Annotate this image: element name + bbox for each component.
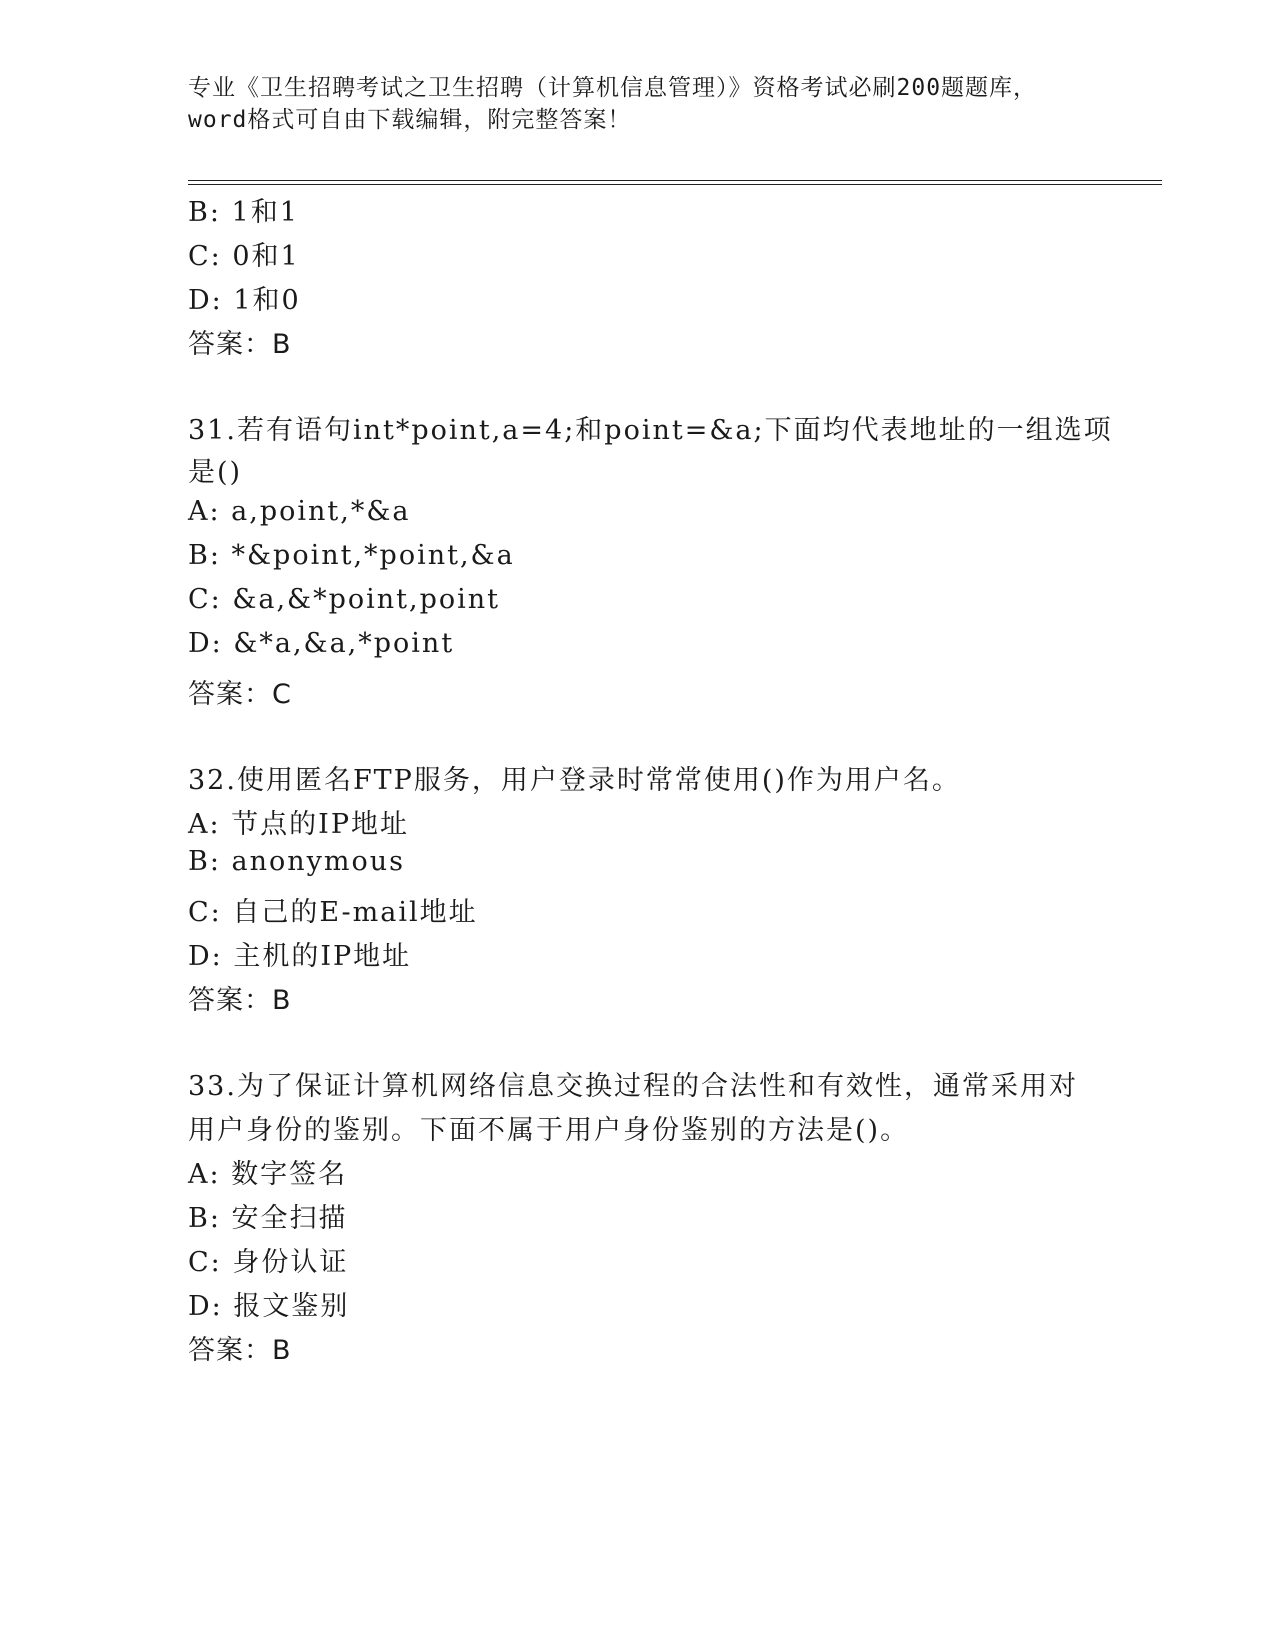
document-header <box>188 72 1088 136</box>
header-line-2: word格式可自由下载编辑，附完整答案！ <box>188 107 632 133</box>
answer: 答案：C <box>188 679 292 710</box>
option-d: D: 主机的IP地址 <box>188 941 412 972</box>
option-d: D: 1和0 <box>188 285 301 316</box>
option-a: A: 节点的IP地址 <box>188 809 410 840</box>
option-c: C: 身份认证 <box>188 1247 349 1278</box>
option-b: B: 1和1 <box>188 197 299 228</box>
option-c: C: 自己的E-mail地址 <box>188 897 478 928</box>
question-stem-line: 31.若有语句int*point,a=4;和point=&a;下面均代表地址的一组选项 <box>188 415 1113 446</box>
header-divider-bottom <box>188 184 1162 185</box>
option-a: A: a,point,*&a <box>188 496 411 527</box>
header-divider-top <box>188 180 1162 181</box>
question-stem-line: 32.使用匿名FTP服务，用户登录时常常使用()作为用户名。 <box>188 765 961 796</box>
option-d: D: 报文鉴别 <box>188 1291 350 1322</box>
option-a: A: 数字签名 <box>188 1159 348 1190</box>
option-b: B: *&point,*point,&a <box>188 540 515 571</box>
header-line-1: 专业《卫生招聘考试之卫生招聘（计算机信息管理）》资格考试必刷200题题库， <box>188 75 1038 101</box>
answer: 答案：B <box>188 1335 292 1366</box>
answer: 答案：B <box>188 985 292 1016</box>
option-b: B: anonymous <box>188 846 406 877</box>
option-c: C: &a,&*point,point <box>188 584 500 615</box>
question-stem-line: 用户身份的鉴别。下面不属于用户身份鉴别的方法是()。 <box>188 1115 910 1146</box>
answer: 答案：B <box>188 329 292 360</box>
question-stem-line: 是() <box>188 457 243 488</box>
option-b: B: 安全扫描 <box>188 1203 348 1234</box>
option-c: C: 0和1 <box>188 241 300 272</box>
question-stem-line: 33.为了保证计算机网络信息交换过程的合法性和有效性，通常采用对 <box>188 1071 1078 1102</box>
option-d: D: &*a,&a,*point <box>188 628 455 659</box>
